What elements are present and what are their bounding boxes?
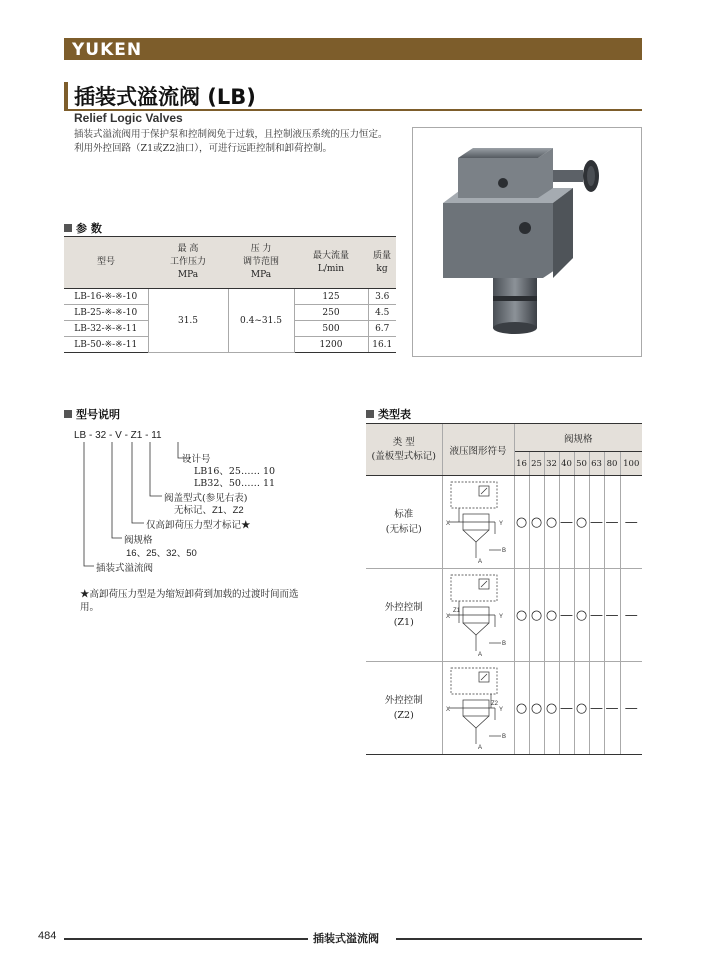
availability-cell: ○ [574,569,589,662]
relief-valve-z2-symbol-icon [445,664,511,750]
col-range: 压 力 调节范围 MPa [228,237,294,289]
cell-mass: 4.5 [368,305,396,321]
svg-text:Y: Y [499,520,504,527]
hydraulic-symbol [442,662,514,755]
size-header: 25 [529,452,544,476]
availability-cell: ○ [574,476,589,569]
availability-cell: ○ [514,476,529,569]
availability-cell: ○ [544,569,559,662]
availability-cell: — [620,662,642,755]
col-flow: 最大流量 L/min [294,237,368,289]
page-number: 484 [38,930,57,942]
footer-rule-right [396,938,642,940]
availability-cell: ○ [544,476,559,569]
cell-flow: 125 [294,289,368,305]
table-row [64,289,396,305]
footnote: ★高卸荷压力型是为缩短卸荷到加载的过渡时间而选用。 [80,589,299,613]
availability-cell: — [620,569,642,662]
size-header: 40 [559,452,574,476]
page-title: 插装式溢流阀 (LB) [74,85,256,109]
availability-cell: — [589,569,604,662]
availability-cell: — [589,662,604,755]
svg-text:X: X [446,613,451,620]
valve-illustration [413,128,641,356]
hydraulic-symbol [442,569,514,662]
col-type: 类 型 (盖板型式标记) [366,424,442,476]
col-size: 阀规格 [514,424,642,452]
type-cell: 标准 (无标记) [366,476,442,569]
params-table [64,236,396,353]
svg-text:B: B [502,547,507,554]
cell-flow: 500 [294,321,368,337]
valve-size-values: 16、25、32、50 [126,548,197,559]
availability-cell: — [559,476,574,569]
table-row [366,662,642,755]
cell-model: LB-16-※-※-10 [64,289,148,305]
cell-pressure: 31.5 [148,289,228,353]
size-header: 100 [620,452,642,476]
availability-cell: — [620,476,642,569]
cell-range: 0.4~31.5 [228,289,294,353]
availability-cell: ○ [544,662,559,755]
availability-cell: — [559,662,574,755]
svg-text:X: X [446,706,451,713]
cell-model: LB-50-※-※-11 [64,337,148,353]
product-photo [412,127,642,357]
params-heading [64,220,102,236]
cell-mass: 6.7 [368,321,396,337]
availability-cell: — [604,476,620,569]
model-code-heading-text: 型号说明 [76,408,120,421]
relief-valve-symbol-icon [445,478,511,564]
types-heading [366,406,411,422]
table-row [366,569,642,662]
cover-type-values: 无标记、Z1、Z2 [174,505,244,516]
availability-cell: — [604,662,620,755]
size-header: 32 [544,452,559,476]
params-heading-text: 参 数 [76,222,102,235]
cover-type-label: 阀盖型式(参见右表) [164,493,248,504]
cell-flow: 250 [294,305,368,321]
svg-text:A: A [478,744,483,750]
footer-rule-left [64,938,308,940]
availability-cell: ○ [514,569,529,662]
cell-flow: 1200 [294,337,368,353]
title-block [64,82,642,110]
types-heading-text: 类型表 [378,408,411,421]
size-header: 16 [514,452,529,476]
page-subtitle: Relief Logic Valves [74,111,183,125]
valve-size-label: 阀规格 [124,535,153,546]
footer-title: 插装式溢流阀 [313,932,379,945]
brand-bar [64,38,642,60]
hydraulic-symbol [442,476,514,569]
availability-cell: ○ [529,476,544,569]
section-marker-icon [366,410,374,418]
availability-cell: ○ [514,662,529,755]
intro-text: 插装式溢流阀用于保护泵和控制阀免于过载，且控制液压系统的压力恒定。利用外控回路（Z1或Z2油口），可进行远距控制和卸荷控制。 [74,129,388,154]
col-mass: 质量 kg [368,237,396,289]
star-icon: ★ [241,520,251,531]
svg-text:Y: Y [499,706,504,713]
availability-cell: ○ [529,662,544,755]
availability-cell: — [589,476,604,569]
svg-text:X: X [446,520,451,527]
design-no-values-1: LB16、25…… 10 [194,466,276,477]
svg-text:Z1: Z1 [453,607,461,614]
availability-cell: ○ [529,569,544,662]
svg-text:A: A [478,558,483,564]
brand-logo: YUKEN [72,40,143,60]
design-no-label: 设计号 [182,454,211,465]
types-table [366,423,642,755]
relief-valve-z1-symbol-icon [445,571,511,657]
col-model: 型号 [64,237,148,289]
size-header: 50 [574,452,589,476]
cell-model: LB-32-※-※-11 [64,321,148,337]
series-label: 插装式溢流阀 [96,563,154,574]
types-header-row [366,424,642,452]
params-header-row [64,237,396,289]
svg-text:A: A [478,651,483,657]
type-cell: 外控控制 (Z1) [366,569,442,662]
type-cell: 外控控制 (Z2) [366,662,442,755]
svg-text:B: B [502,640,507,647]
svg-text:Y: Y [499,613,504,620]
title-accent-bar [64,82,68,109]
availability-cell: — [559,569,574,662]
col-max-pressure: 最 高 工作压力 MPa [148,237,228,289]
model-code-string: LB - 32 - V - Z1 - 11 [74,430,162,441]
cell-mass: 16.1 [368,337,396,353]
high-vent-label: 仅高卸荷压力型才标记★ [146,520,251,531]
col-symbol: 液压图形符号 [442,424,514,476]
table-row [366,476,642,569]
availability-cell: — [604,569,620,662]
size-header: 80 [604,452,620,476]
svg-text:Z2: Z2 [491,700,499,707]
availability-cell: ○ [574,662,589,755]
section-marker-icon [64,410,72,418]
cell-mass: 3.6 [368,289,396,305]
svg-text:B: B [502,733,507,740]
cell-model: LB-25-※-※-10 [64,305,148,321]
size-header: 63 [589,452,604,476]
model-code-heading [64,406,120,422]
design-no-values-2: LB32、50…… 11 [194,478,276,489]
section-marker-icon [64,224,72,232]
